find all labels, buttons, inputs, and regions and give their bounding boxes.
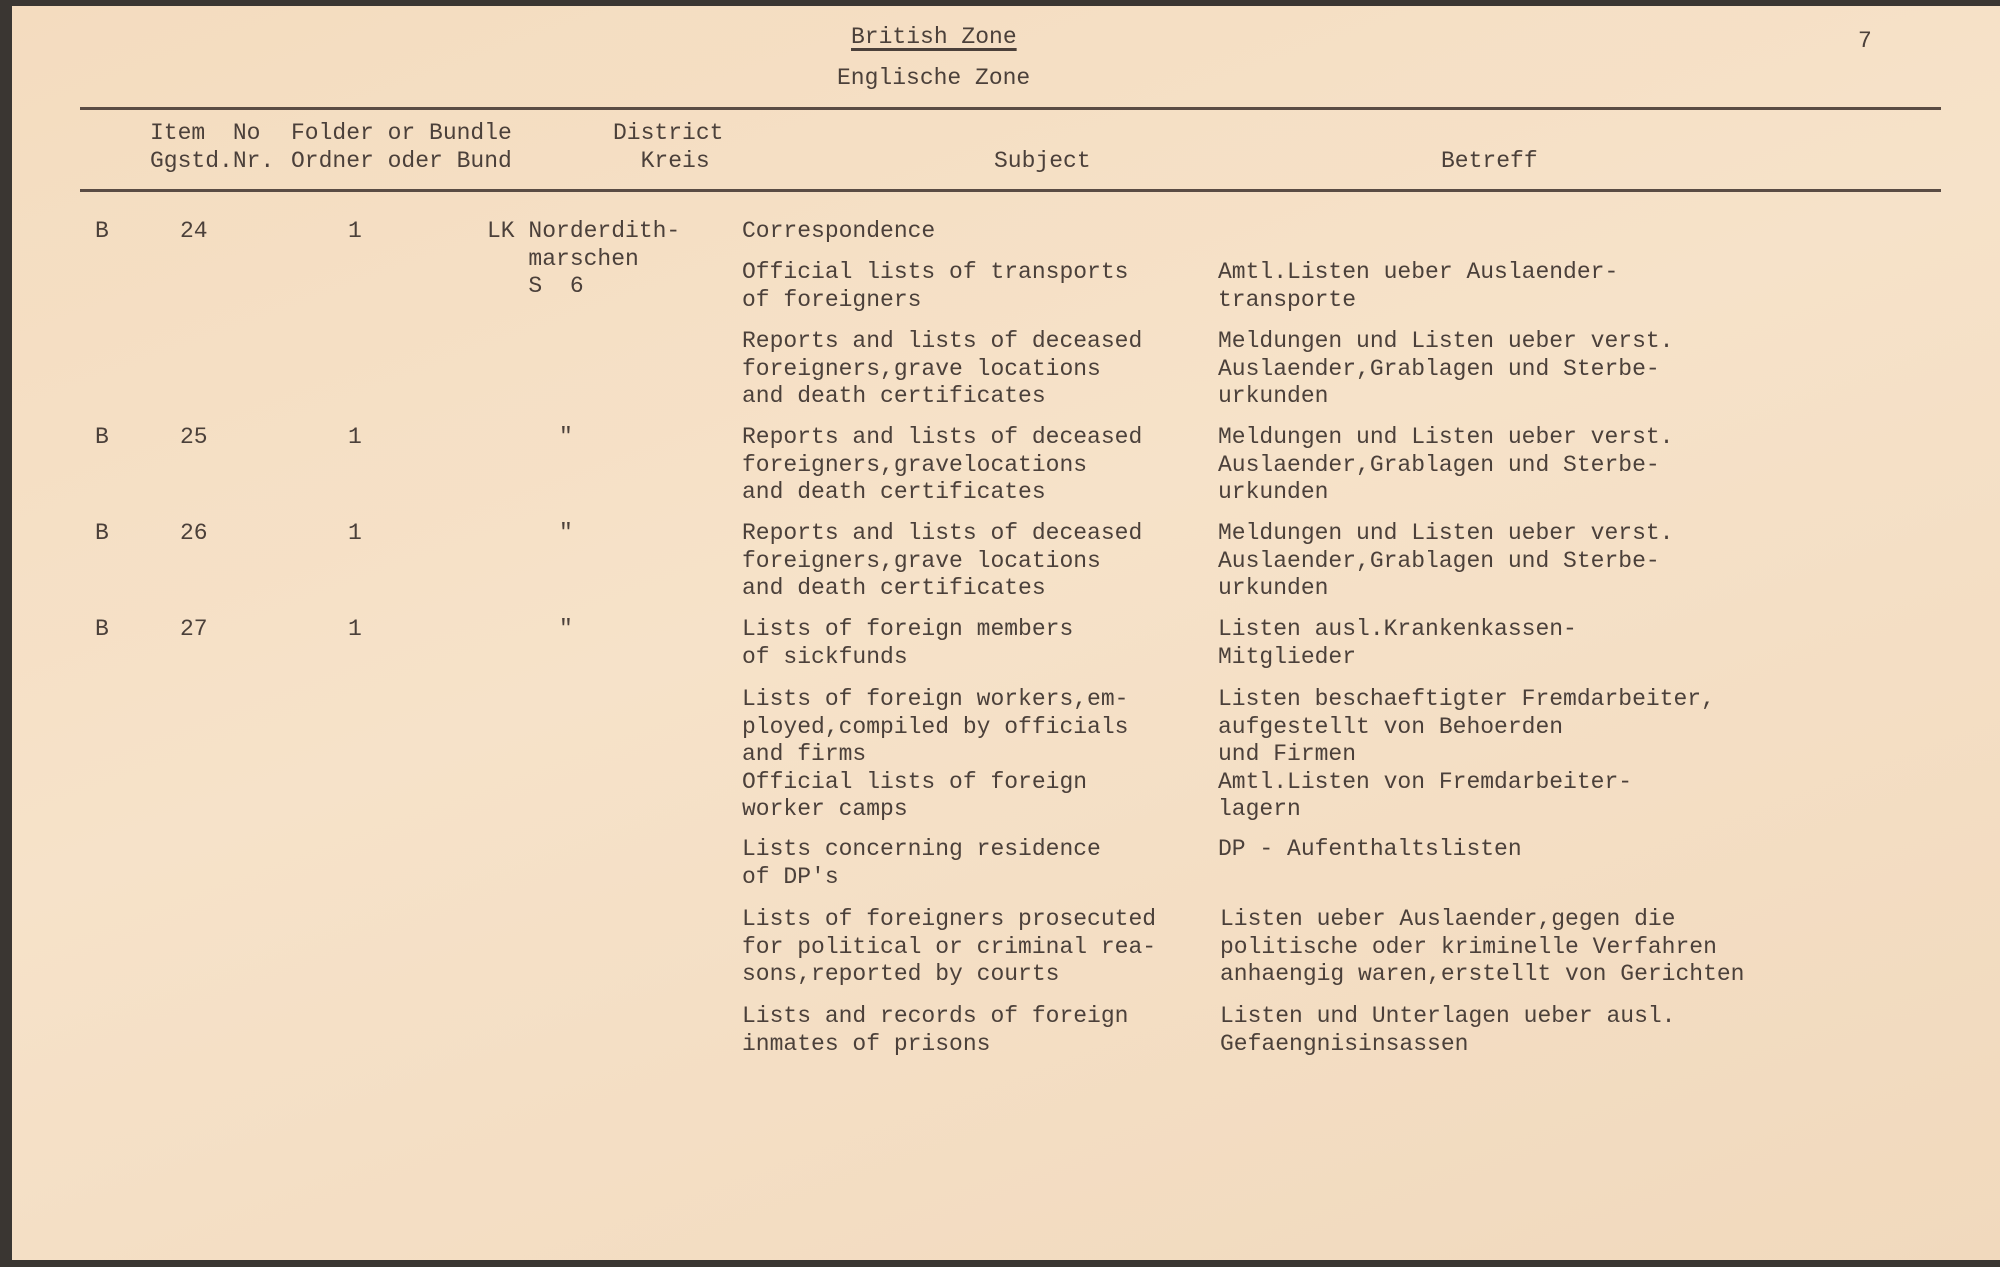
row-folder: 1 [348,424,362,450]
header-betreff: Betreff [1441,148,1538,174]
row-item: 24 [180,218,208,244]
page-number: 7 [1858,28,1872,54]
row-subject: Lists concerning residence of DP's [742,836,1101,890]
header-district: District Kreis [613,120,724,174]
row-subject: Lists and records of foreign inmates of prisons [742,1003,1129,1057]
row-district-ditto: " [559,424,573,450]
row-betreff: Meldungen und Listen ueber verst. Auslaender,Grablagen und Sterbe- urkunden [1218,520,1674,601]
row-betreff: Listen ausl.Krankenkassen- Mitglieder [1218,616,1577,670]
row-prefix: B [95,520,109,546]
row-prefix: B [95,218,109,244]
document-subtitle: Englische Zone [837,65,1031,91]
header-rule [80,189,1941,192]
row-district-ditto: " [559,616,573,642]
row-subject: Reports and lists of deceased foreigners,grave locations and death certificates [742,328,1143,409]
document-title: British Zone [851,24,1017,50]
row-betreff: Listen ueber Auslaender,gegen die politische oder kriminelle Verfahren anhaengig waren,erstellt von Gerichten [1220,906,1745,987]
row-subject: Reports and lists of deceased foreigners,grave locations and death certificates [742,520,1143,601]
row-subject: Lists of foreigners prosecuted for political or criminal rea- sons,reported by courts [742,906,1157,987]
row-betreff: Meldungen und Listen ueber verst. Auslaender,Grablagen und Sterbe- urkunden [1218,328,1674,409]
row-folder: 1 [348,616,362,642]
row-betreff: DP - Aufenthaltslisten [1218,836,1522,862]
row-subject: Correspondence [742,218,936,244]
row-folder: 1 [348,218,362,244]
header-folder: Folder or Bundle Ordner oder Bund [291,120,512,174]
row-subject: Lists of foreign members of sickfunds [742,616,1074,670]
row-betreff: Listen und Unterlagen ueber ausl. Gefaengnisinsassen [1220,1003,1676,1057]
row-betreff: Listen beschaeftigter Fremdarbeiter, aufgestellt von Behoerden und Firmen Amtl.Listen von Fremdarbeiter- lagern [1218,686,1715,822]
row-subject: Lists of foreign workers,em- ployed,compiled by officials and firms Official lists of foreign worker camps [742,686,1129,822]
row-prefix: B [95,424,109,450]
row-subject: Official lists of transports of foreigners [742,259,1129,313]
row-subject: Reports and lists of deceased foreigners,gravelocations and death certificates [742,424,1143,505]
top-rule [80,107,1941,110]
row-prefix: B [95,616,109,642]
header-subject: Subject [994,148,1091,174]
row-item: 26 [180,520,208,546]
row-district: LK Norderdith- marschen S 6 [487,218,681,299]
header-item-no: Item No Ggstd.Nr. [150,120,275,174]
row-betreff: Amtl.Listen ueber Auslaender- transporte [1218,259,1619,313]
row-district-ditto: " [559,520,573,546]
row-item: 27 [180,616,208,642]
row-betreff: Meldungen und Listen ueber verst. Auslaender,Grablagen und Sterbe- urkunden [1218,424,1674,505]
row-folder: 1 [348,520,362,546]
row-item: 25 [180,424,208,450]
